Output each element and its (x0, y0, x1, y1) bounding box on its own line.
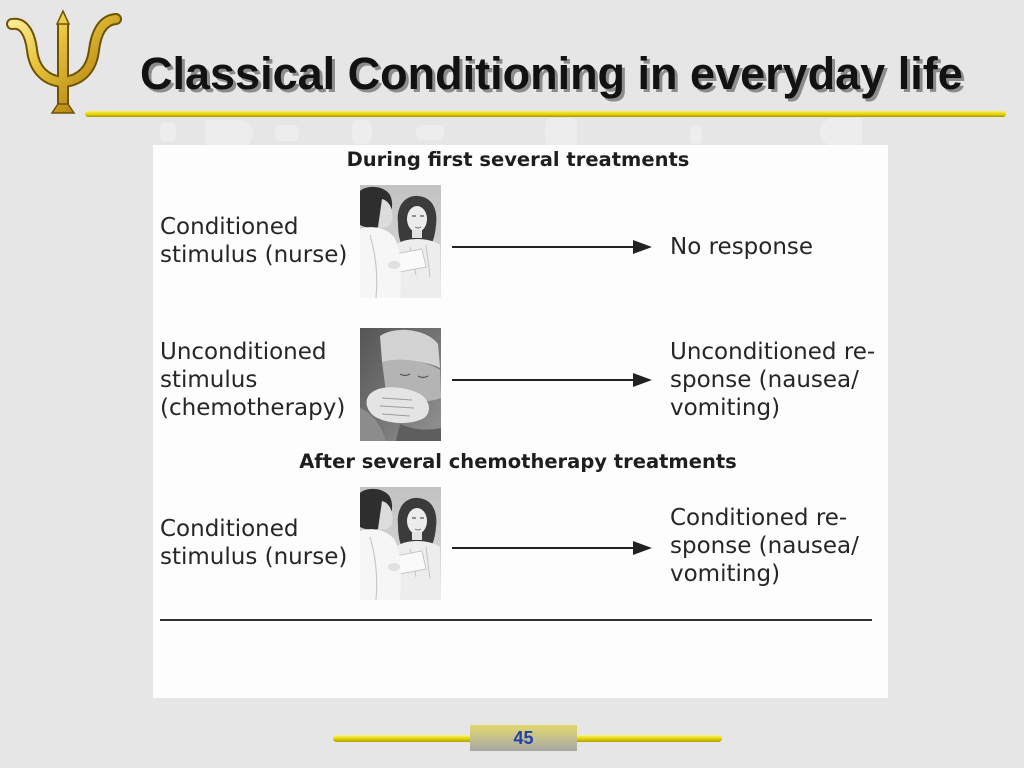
stimulus-line: stimulus (nurse) (160, 242, 348, 268)
stimulus-line: Unconditioned (160, 339, 327, 365)
psi-logo (0, 0, 130, 125)
page-number: 45 (513, 728, 534, 748)
section-heading-first-treatments: During first several treatments (346, 148, 690, 171)
patient-figure (396, 196, 441, 298)
response-line: vomiting) (670, 395, 781, 421)
arrow-right-icon (452, 540, 652, 556)
background-watermark (545, 118, 577, 146)
stimulus-line: Conditioned (160, 214, 299, 240)
response-label (670, 233, 813, 261)
arrow-right-icon (452, 372, 652, 388)
stimulus-line: stimulus (nurse) (160, 544, 348, 570)
psi-logo-tip (57, 11, 69, 24)
stimulus-label (160, 515, 347, 571)
response-line: Unconditioned re- (670, 339, 876, 365)
page-number-box (470, 725, 577, 751)
background-watermark (820, 118, 862, 146)
background-watermark (160, 122, 176, 142)
response-line: vomiting) (670, 561, 781, 587)
response-label (670, 504, 859, 588)
psi-logo-foot (52, 104, 74, 113)
response-label (670, 338, 875, 422)
stimulus-line: stimulus (160, 367, 258, 393)
stimulus-line: (chemotherapy) (160, 395, 346, 421)
response-line: Conditioned re- (670, 505, 848, 531)
arrow-right-icon (452, 239, 652, 255)
psi-logo-body (12, 19, 116, 108)
stimulus-label (160, 338, 345, 422)
conditioning-row (153, 185, 888, 298)
conditioning-figure (153, 145, 888, 698)
figure-divider (160, 619, 872, 621)
stimulus-label (160, 213, 347, 269)
background-watermark (690, 125, 702, 145)
response-line: No response (670, 234, 814, 260)
background-watermark (205, 120, 253, 148)
conditioning-row (153, 487, 888, 600)
background-watermark (416, 125, 444, 140)
nurse-patient-photo (360, 487, 441, 600)
background-watermark (275, 125, 299, 141)
nurse-patient-photo (360, 185, 441, 298)
conditioning-row (153, 328, 888, 441)
slide-title: Classical Conditioning in everyday life (140, 48, 963, 99)
response-line: sponse (nausea/ (670, 533, 859, 559)
section-heading-after-treatments: After several chemotherapy treatments (299, 450, 737, 473)
background-watermark (352, 120, 372, 144)
title-underline (85, 111, 1006, 117)
stimulus-line: Conditioned (160, 516, 299, 542)
patient-figure (396, 498, 441, 600)
chemotherapy-patient-photo (360, 328, 441, 441)
response-line: sponse (nausea/ (670, 367, 859, 393)
